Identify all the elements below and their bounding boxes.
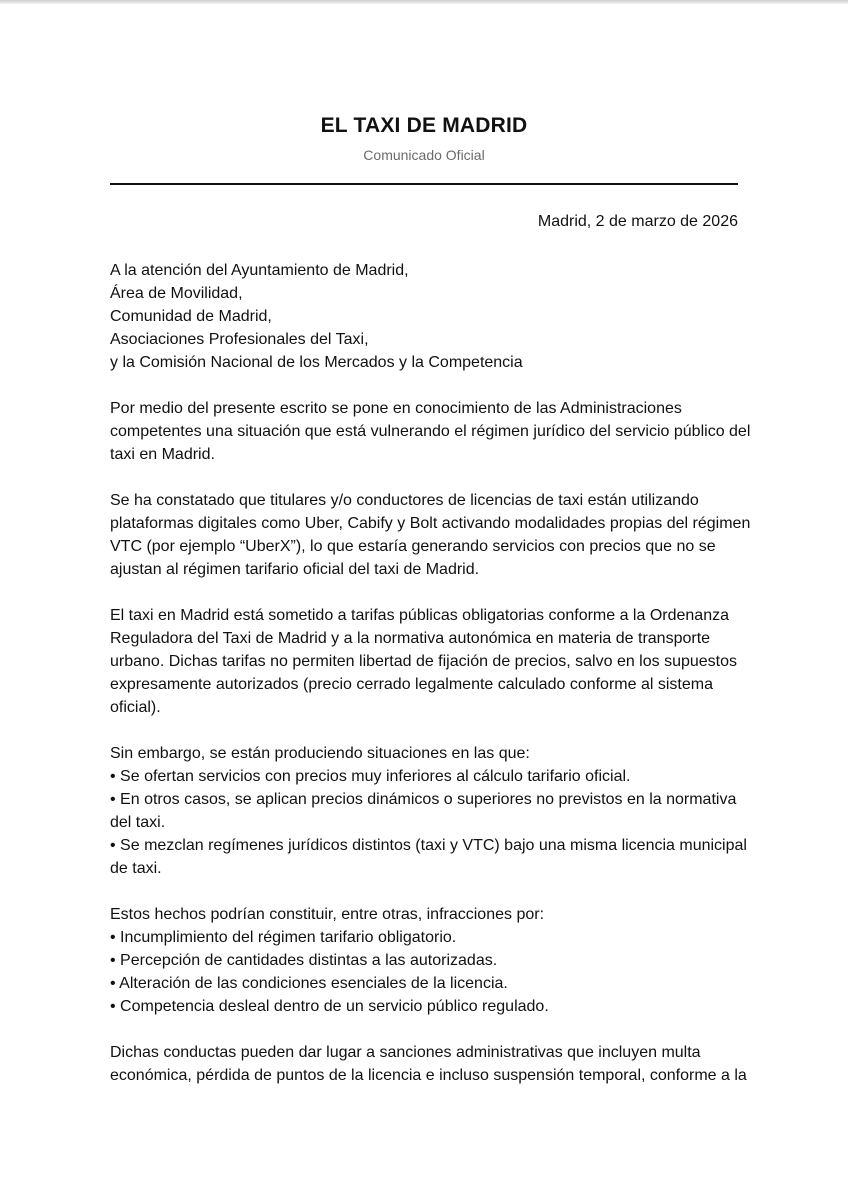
text-line: Estos hechos podrían constituir, entre otras, infracciones por: — [110, 906, 545, 923]
bullet-line: • Se ofertan servicios con precios muy inferiores al cálculo tarifario oficial. — [110, 768, 631, 785]
paragraph-situations — [110, 742, 747, 880]
page-top-edge — [0, 0, 848, 4]
text-line: competentes una situación que está vulnerando el régimen jurídico del servicio público del — [110, 423, 751, 440]
recipient-line: Asociaciones Profesionales del Taxi, — [110, 331, 369, 348]
text-line: expresamente autorizados (precio cerrado legalmente calculado conforme al sistema — [110, 676, 713, 693]
text-line: oficial). — [110, 699, 161, 716]
header-divider — [110, 183, 738, 185]
text-line: El taxi en Madrid está sometido a tarifas públicas obligatorias conforme a la Ordenanza — [110, 607, 729, 624]
text-line: del taxi. — [110, 814, 166, 831]
document-subtitle: Comunicado Oficial — [363, 147, 485, 163]
bullet-line: • Se mezclan regímenes jurídicos distintos (taxi y VTC) bajo una misma licencia municipal — [110, 837, 747, 854]
paragraph-infractions — [110, 903, 738, 1018]
text-line: Reguladora del Taxi de Madrid y a la normativa autonómica en materia de transporte — [110, 630, 711, 647]
text-line: Se ha constatado que titulares y/o conductores de licencias de taxi están utilizando — [110, 492, 699, 509]
bullet-line: • Incumplimiento del régimen tarifario obligatorio. — [110, 929, 457, 946]
bullet-line: • Percepción de cantidades distintas a las autorizadas. — [110, 952, 498, 969]
text-line: ajustan al régimen tarifario oficial del taxi de Madrid. — [110, 561, 480, 578]
recipient-line: Comunidad de Madrid, — [110, 308, 272, 325]
text-line: VTC (por ejemplo “UberX”), lo que estaría generando servicios con precios que no se — [110, 538, 716, 555]
text-line: Dichas conductas pueden dar lugar a sanciones administrativas que incluyen multa — [110, 1044, 701, 1061]
bullet-line: • Competencia desleal dentro de un servicio público regulado. — [110, 998, 549, 1015]
bullet-line: • En otros casos, se aplican precios dinámicos o superiores no previstos en la normativa — [110, 791, 737, 808]
paragraph-sanctions — [110, 1041, 747, 1087]
paragraph-tariffs — [110, 604, 738, 719]
paragraph-findings — [110, 489, 751, 581]
document-title: EL TAXI DE MADRID — [320, 114, 528, 137]
text-line: económica, pérdida de puntos de la licencia e incluso suspensión temporal, conforme a la — [110, 1067, 747, 1084]
recipient-line: y la Comisión Nacional de los Mercados y la Competencia — [110, 354, 523, 371]
bullet-line: • Alteración de las condiciones esenciales de la licencia. — [110, 975, 508, 992]
text-line: taxi en Madrid. — [110, 446, 215, 463]
text-line: Por medio del presente escrito se pone en conocimiento de las Administraciones — [110, 400, 682, 417]
paragraph-introduction — [110, 397, 751, 466]
text-line: Sin embargo, se están produciendo situaciones en las que: — [110, 745, 530, 762]
recipient-line: A la atención del Ayuntamiento de Madrid, — [110, 262, 409, 279]
recipients-block — [110, 259, 738, 374]
text-line: de taxi. — [110, 860, 162, 877]
text-line: plataformas digitales como Uber, Cabify y Bolt activando modalidades propias del régimen — [110, 515, 751, 532]
document-date: Madrid, 2 de marzo de 2026 — [537, 213, 738, 230]
document-page — [110, 112, 751, 1087]
recipient-line: Área de Movilidad, — [110, 285, 243, 302]
text-line: urbano. Dichas tarifas no permiten libertad de fijación de precios, salvo en los supuestos — [110, 653, 738, 670]
